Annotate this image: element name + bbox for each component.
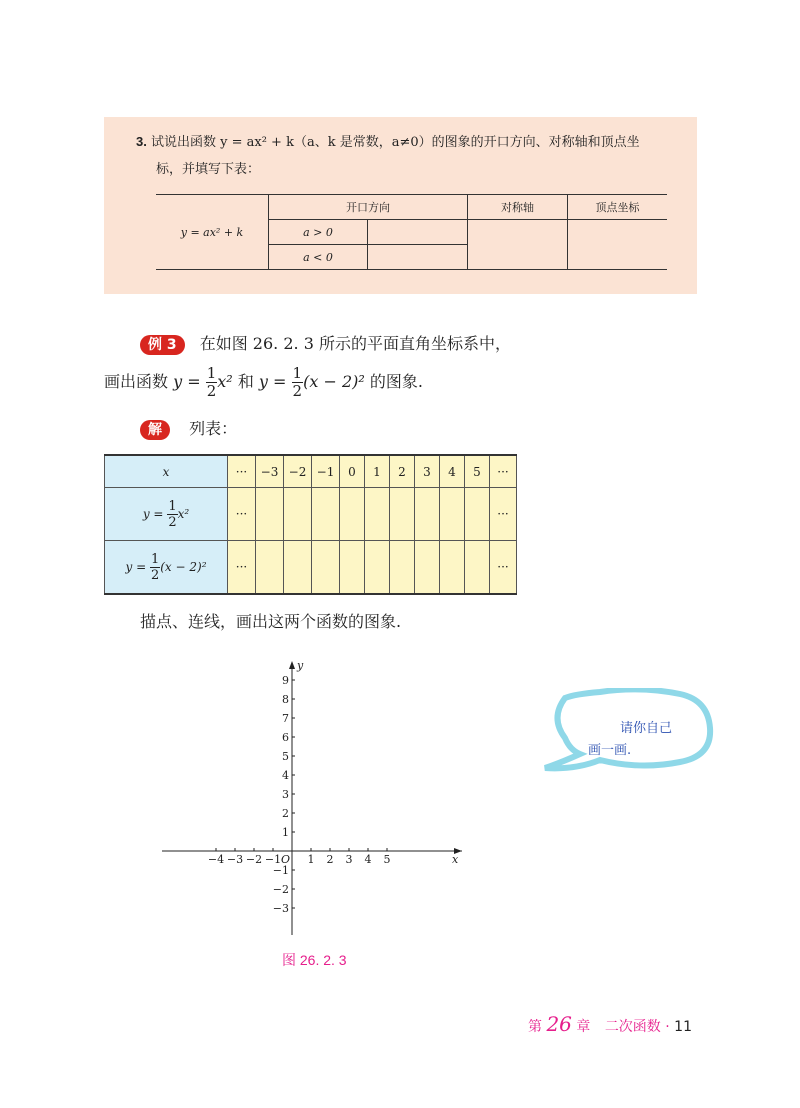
fraction-half: $\frac{1}{2}$: [292, 364, 303, 400]
example-conj: 和: [237, 372, 254, 391]
row-label-y1: y = $\frac{1}{2}$ x²: [105, 488, 228, 541]
exercise-line-1: [136, 133, 640, 152]
example-text-2b: 的图象.: [369, 372, 423, 391]
formula-y2-rhs: (x − 2)²: [303, 372, 365, 391]
example-line-2: [104, 366, 423, 399]
x-tick-label: −4: [207, 853, 225, 866]
y-axis-label: y: [297, 659, 304, 672]
fraction-half: $\frac{1}{2}$: [206, 364, 217, 400]
condition-a-positive: a > 0: [269, 220, 368, 245]
ellipsis-cell: ···: [228, 488, 256, 541]
table-header-x: x: [105, 455, 228, 488]
x-tick-label: 5: [383, 853, 391, 866]
x-tick-label: 2: [326, 853, 334, 866]
answer-cell[interactable]: [365, 488, 390, 541]
y-tick-label: 3: [282, 788, 289, 801]
y-tick-label: 6: [282, 731, 289, 744]
y-tick-label: 5: [282, 750, 289, 763]
formula-y1-lhs: y =: [173, 372, 201, 391]
example-text-1: 在如图 26. 2. 3 所示的平面直角坐标系中，: [199, 334, 511, 353]
y-tick-label: −1: [272, 864, 289, 877]
example-tag: 例 3: [140, 335, 185, 355]
exercise-box: [104, 117, 697, 294]
x-tick-label: −3: [226, 853, 244, 866]
answer-cell[interactable]: [312, 541, 340, 595]
x-value: 5: [465, 455, 490, 488]
x-value: −3: [256, 455, 284, 488]
row-label-y2: y = $\frac{1}{2}$ (x − 2)²: [105, 541, 228, 595]
answer-cell[interactable]: [440, 541, 465, 595]
x-value: 4: [440, 455, 465, 488]
x-tick-label: 4: [364, 853, 372, 866]
answer-cell[interactable]: [340, 541, 365, 595]
answer-cell[interactable]: [415, 488, 440, 541]
y-tick-label: 2: [282, 807, 289, 820]
exercise-text-2: 标，并填写下表：: [156, 162, 261, 177]
y-tick-label: −2: [272, 883, 289, 896]
y-tick-label: 8: [282, 693, 289, 706]
exercise-number: 3.: [136, 134, 147, 149]
solution-text: 列表：: [189, 419, 238, 438]
x-value: 1: [365, 455, 390, 488]
bubble-line-1: 请你自己: [620, 721, 673, 736]
answer-cell[interactable]: [340, 488, 365, 541]
figure-caption: 图 26. 2. 3: [282, 952, 347, 968]
answer-cell[interactable]: [368, 220, 468, 245]
y-tick-label: 9: [282, 674, 289, 687]
answer-cell[interactable]: [312, 488, 340, 541]
instruction-text: 描点、连线，画出这两个函数的图象.: [140, 612, 402, 631]
exercise-table: [156, 194, 667, 270]
solution-tag: 解: [140, 420, 170, 440]
formula-y2-lhs: y =: [258, 372, 287, 391]
footer-chapter-title: 二次函数 ·: [604, 1019, 670, 1035]
answer-cell-axis[interactable]: [468, 220, 568, 270]
answer-cell[interactable]: [390, 488, 415, 541]
y-tick-label: −3: [272, 902, 289, 915]
header-opening-direction: 开口方向: [269, 195, 468, 220]
answer-cell-vertex[interactable]: [568, 220, 668, 270]
answer-cell[interactable]: [390, 541, 415, 595]
page-footer: [528, 1012, 692, 1036]
ellipsis-cell: ···: [228, 541, 256, 595]
answer-cell[interactable]: [368, 245, 468, 270]
x-value: ···: [490, 455, 517, 488]
answer-cell[interactable]: [256, 488, 284, 541]
answer-cell[interactable]: [415, 541, 440, 595]
x-tick-label: −1: [264, 853, 282, 866]
y-axis-arrow: [289, 661, 295, 669]
answer-cell[interactable]: [440, 488, 465, 541]
answer-cell[interactable]: [465, 541, 490, 595]
ellipsis-cell: ···: [490, 488, 517, 541]
x-tick-label: 1: [307, 853, 315, 866]
solution-line: [140, 417, 237, 441]
answer-cell[interactable]: [465, 488, 490, 541]
y-tick-label: 4: [282, 769, 289, 782]
footer-chapter-suffix: 章: [576, 1019, 591, 1035]
origin-label: O: [281, 853, 291, 866]
answer-cell[interactable]: [256, 541, 284, 595]
x-axis-label: x: [452, 853, 459, 866]
condition-a-negative: a < 0: [269, 245, 368, 270]
x-value: −2: [284, 455, 312, 488]
page-number: 11: [674, 1019, 692, 1035]
x-value: −1: [312, 455, 340, 488]
example-text-2a: 画出函数: [104, 372, 169, 391]
ellipsis-cell: ···: [490, 541, 517, 595]
answer-cell[interactable]: [365, 541, 390, 595]
formula-y1-rhs: x²: [217, 372, 233, 391]
answer-cell[interactable]: [284, 541, 312, 595]
exercise-text-1: 试说出函数 y = ax² + k（a、k 是常数，a≠0）的图象的开口方向、对称轴和顶点坐: [150, 135, 640, 150]
x-value: 3: [415, 455, 440, 488]
example-line-1: [140, 332, 511, 356]
footer-chapter-number: 26: [546, 1012, 572, 1036]
x-value: 0: [340, 455, 365, 488]
x-value: ···: [228, 455, 256, 488]
coordinate-graph[interactable]: [150, 655, 480, 945]
x-value: 2: [390, 455, 415, 488]
footer-chapter-prefix: 第: [528, 1019, 542, 1035]
x-tick-label: −2: [245, 853, 263, 866]
y-tick-label: 1: [282, 826, 289, 839]
exercise-row-label: y = ax² + k: [156, 195, 269, 270]
value-table: [104, 454, 517, 595]
y-tick-label: 7: [282, 712, 289, 725]
x-tick-label: 3: [345, 853, 353, 866]
header-symmetry-axis: 对称轴: [468, 195, 568, 220]
header-vertex: 顶点坐标: [568, 195, 668, 220]
bubble-line-2: 画一画.: [588, 743, 632, 758]
answer-cell[interactable]: [284, 488, 312, 541]
